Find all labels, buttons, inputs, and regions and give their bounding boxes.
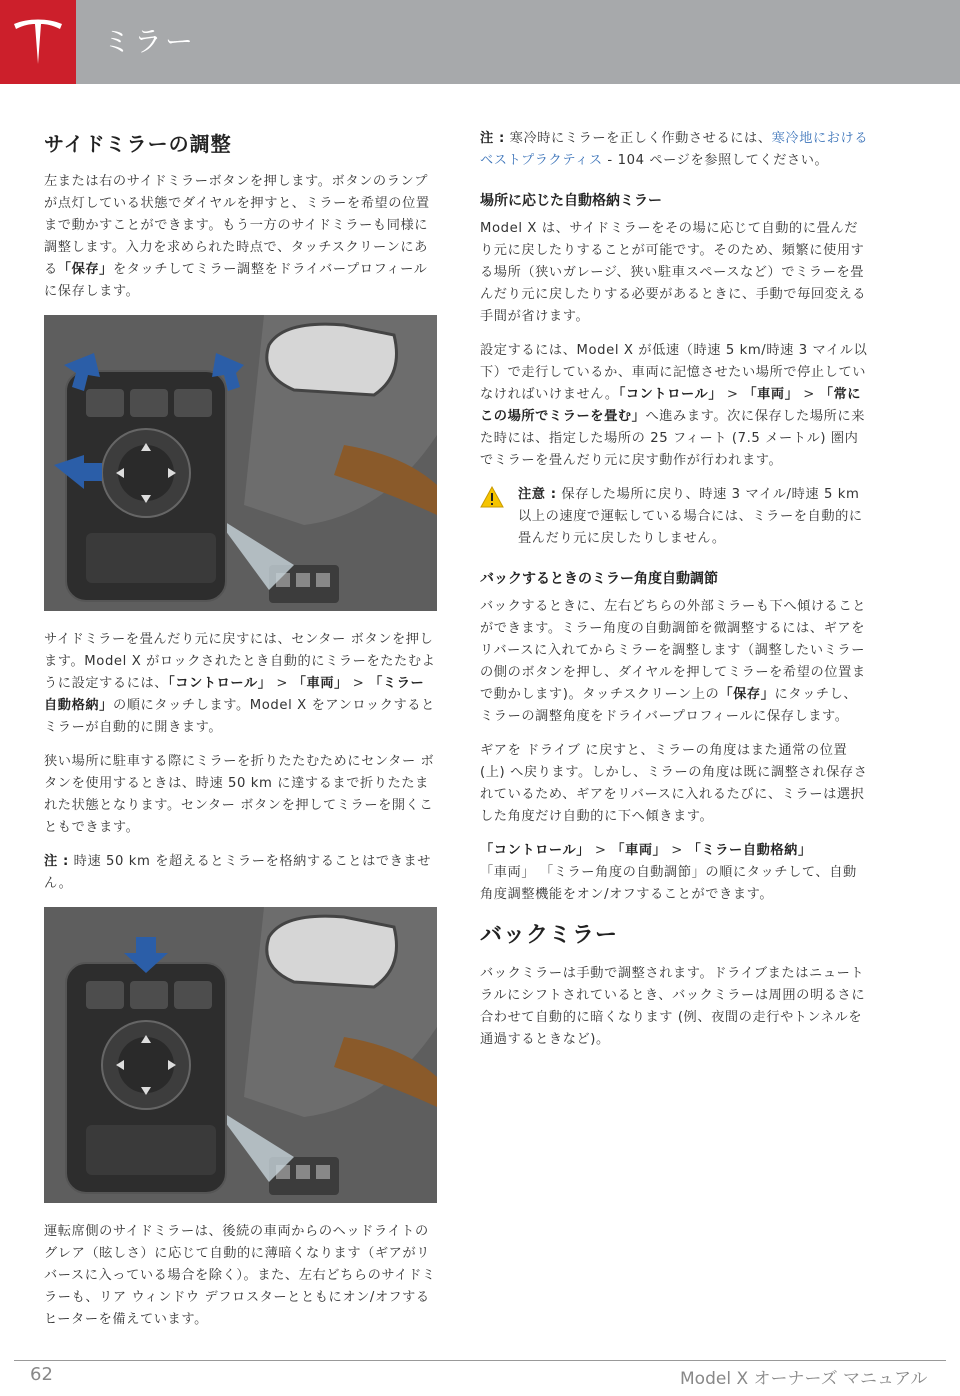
paragraph-drive-return: ギアを ドライブ に戻すと、ミラーの角度はまた通常の位置 (上) へ戻ります。しかし、ミラーの角度は既に調整され保存されているため、ギアをリバースに入れるたびに、ミラーは選択した角度だけ自動的に下へ傾きます。 xyxy=(480,743,868,824)
paragraph-rearview-mirror: バックミラーは手動で調整されます。ドライブまたはニュートラルにシフトされているとき、バックミラーは周囲の明るさに合わせて自動的に暗くなります (例、夜間の走行やトンネルを通過するときなど)。 xyxy=(480,966,866,1047)
link-cold-weather[interactable]: 寒冷地におけるベストプラクティス xyxy=(480,131,869,168)
menu-path: 「コントロール」 > 「車両」 > 「ミラー自動格納」 xyxy=(480,843,812,858)
paragraph-fold: サイドミラーを畳んだり元に戻すには、センター ボタンを押します。Model X がロックされたとき自動的にミラーをたたむように設定するには、「コントロール」 > 「車両」 > 「ミラー自動格納」の順にタッチします。Model X をアンロックするとミラーが自動的に開きます。 xyxy=(44,632,436,735)
heading-location-fold: 場所に応じた自動格納ミラー xyxy=(480,193,662,209)
heading-reverse-tilt: バックするときのミラー角度自動調節 xyxy=(480,571,718,587)
left-column xyxy=(44,128,436,1343)
paragraph-adjust: 左または右のサイドミラーボタンを押します。ボタンのランプが点灯している状態でダイヤルを押すと、ミラーを希望の位置まで動かすことができます。もう一方のサイドミラーも同様に調整します。入力を求められた時点で、タッチスクリーンにある「保存」をタッチしてミラー調整をドライバープロフィールに保存します。 xyxy=(44,174,430,299)
paragraph-reverse-tilt: バックするときに、左右どちらの外部ミラーも下へ傾けることができます。ミラー角度の自動調節を微調整するには、ギアをリバースに入れてからミラーを調整します（調整したいミラーの側のボタンを押し、ダイヤルを押してミラーを希望の位置まで動かします)。タッチスクリーン上の「保存」にタッチし、ミラーの調整角度をドライバープロフィールに保存します。 xyxy=(480,599,867,724)
paragraph-reverse-toggle: 「車両」 「ミラー角度の自動調節」の順にタッチして、自動角度調整機能をオン/オフすることができます。 xyxy=(480,865,857,902)
paragraph-location-setup: 設定するには、Model X が低速（時速 5 km/時速 3 マイル以下）で走行しているか、車両に記憶させたい場所で停止していなければいけません。「コントロール」 > 「車両」 > 「常にこの場所でミラーを畳む」へ進みます。次に保存した場所に来た時には、指定した場所の 25 フィート (7.5 メートル) 圏内でミラーを畳んだり元に戻す動作が行われます。 xyxy=(480,343,868,468)
mirror-controls-figure-1 xyxy=(44,315,437,611)
warning-triangle-icon xyxy=(480,486,504,508)
section-title: ミラー xyxy=(103,25,197,58)
caution-box: 注意 : 保存した場所に戻り、時速 3 マイル/時速 5 km 以上の速度で運転している場合には、ミラーを自動的に畳んだり元に戻したりしません。 xyxy=(480,484,870,550)
paragraph-auto-dim: 運転席側のサイドミラーは、後続の車両からのヘッドライトのグレア（眩しさ）に応じて自動的に薄暗くなります（ギアがリバースに入っている場合を除く）。また、左右どちらのサイドミラーも、リア ウィンドウ デフロスターとともにオン/オフするヒーターを備えています。 xyxy=(44,1224,436,1327)
page-number: 62 xyxy=(30,1364,53,1385)
right-column xyxy=(480,128,870,1063)
footer-divider xyxy=(14,1360,946,1361)
mirror-controls-figure-2 xyxy=(44,907,437,1203)
heading-side-mirror: サイドミラーの調整 xyxy=(44,132,232,156)
tesla-logo xyxy=(0,0,76,84)
paragraph-narrow-parking: 狭い場所に駐車する際にミラーを折りたたむためにセンター ボタンを使用するときは、時速 50 km に達するまで折りたたまれた状態となります。センター ボタンを押してミラーを開くこともできます。 xyxy=(44,754,435,835)
heading-rearview-mirror: バックミラー xyxy=(480,923,619,948)
paragraph-location-fold: Model X は、サイドミラーをその場に応じて自動的に畳んだり元に戻したりすることが可能です。そのため、頻繁に使用する場所（狭いガレージ、狭い駐車スペースなど）でミラーを畳んだり元に戻したりする必要があるときに、手動で毎回変える手間が省けます。 xyxy=(480,221,867,324)
page-header xyxy=(0,0,960,84)
tesla-logo-icon xyxy=(10,16,66,68)
note-cold-weather: 注 : 寒冷時にミラーを正しく作動させるには、寒冷地におけるベストプラクティス - 104 ページを参照してください。 xyxy=(480,131,869,168)
document-title: Model X オーナーズ マニュアル xyxy=(680,1369,928,1389)
note-speed: 注 : 時速 50 km を超えるとミラーを格納することはできません。 xyxy=(44,854,432,891)
